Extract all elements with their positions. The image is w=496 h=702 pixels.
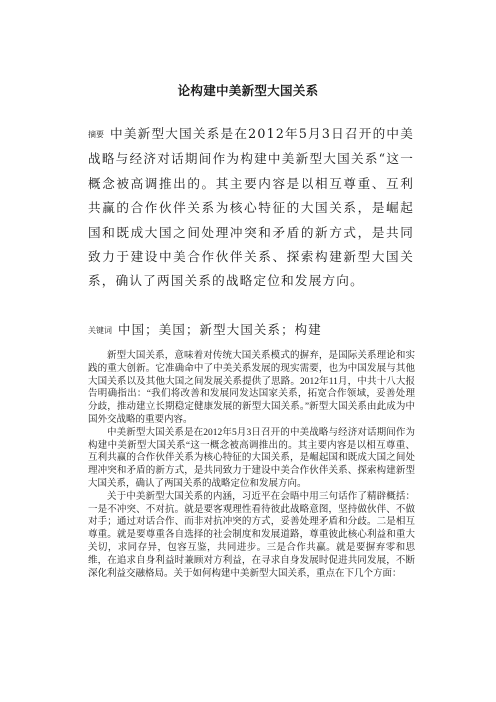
abstract [88, 122, 414, 294]
body-paragraph-2: 中美新型大国关系是在2012年5月3日召开的中美战略与经济对话期间作为构建中美新型大国关系“这一概念被高调推出的。其主要内容是以相互尊重、互利共赢的合作伙伴关系为核心特征的大国关系，是崛起国和既成大国之间处理冲突和矛盾的新方式，是共同致力于建设中美合作伙伴关系、探索构建新型大国关系，确认了两国关系的战略定位和发展方向。 [88, 427, 415, 489]
body-paragraph-3: 关于中美新型大国关系的内涵，习近平在会晤中用三句话作了精辟概括：一是不冲突、不对抗。就是要客观理性看待彼此战略意图，坚持做伙伴、不做对手；通过对话合作、而非对抗冲突的方式，妥善处理矛盾和分歧。二是相互尊重。就是要尊重各自选择的社会制度和发展道路，尊重彼此核心利益和重大关切，求同存异，包容互鉴，共同进步。三是合作共赢。就是要摒弃零和思维，在追求自身利益时兼顾对方利益，在寻求自身发展时促进共同发展，不断深化利益交融格局。关于如何构建中美新型大国关系，重点在下几个方面： [88, 491, 415, 579]
document-title: 论构建中美新型大国关系 [177, 83, 319, 98]
abstract-text: 中美新型大国关系是在2012年5月3日召开的中美战略与经济对话期间作为构建中美新型大国关系“这一概念被高调推出的。其主要内容是以相互尊重、互利共赢的合作伙伴关系为核心特征的大国关系，是崛起国和既成大国之间处理冲突和矛盾的新方式，是共同致力于建设中美合作伙伴关系、探索构建新型大国关系，确认了两国关系的战略定位和发展方向。 [88, 126, 414, 289]
body-paragraph-1: 新型大国关系，意味着对传统大国关系模式的摒弃，是国际关系理论和实践的重大创新。它准确命中了中美关系发展的现实需要，也为中国发展与其他大国关系以及其他大国之间发展关系提供了思路。2012年11月，中共十八大报告明确指出：“我们将改善和发展同发达国家关系，拓宽合作领域，妥善处理分歧，推动建立长期稳定健康发展的新型大国关系。”新型大国关系由此成为中国外交战略的重要内容。 [88, 351, 415, 425]
keywords-text: 中国；美国；新型大国关系；构建 [118, 322, 322, 337]
abstract-label: 摘要 [88, 130, 105, 139]
keywords-label: 关键词 [88, 326, 112, 335]
body-text [88, 350, 415, 580]
keywords [88, 320, 418, 338]
